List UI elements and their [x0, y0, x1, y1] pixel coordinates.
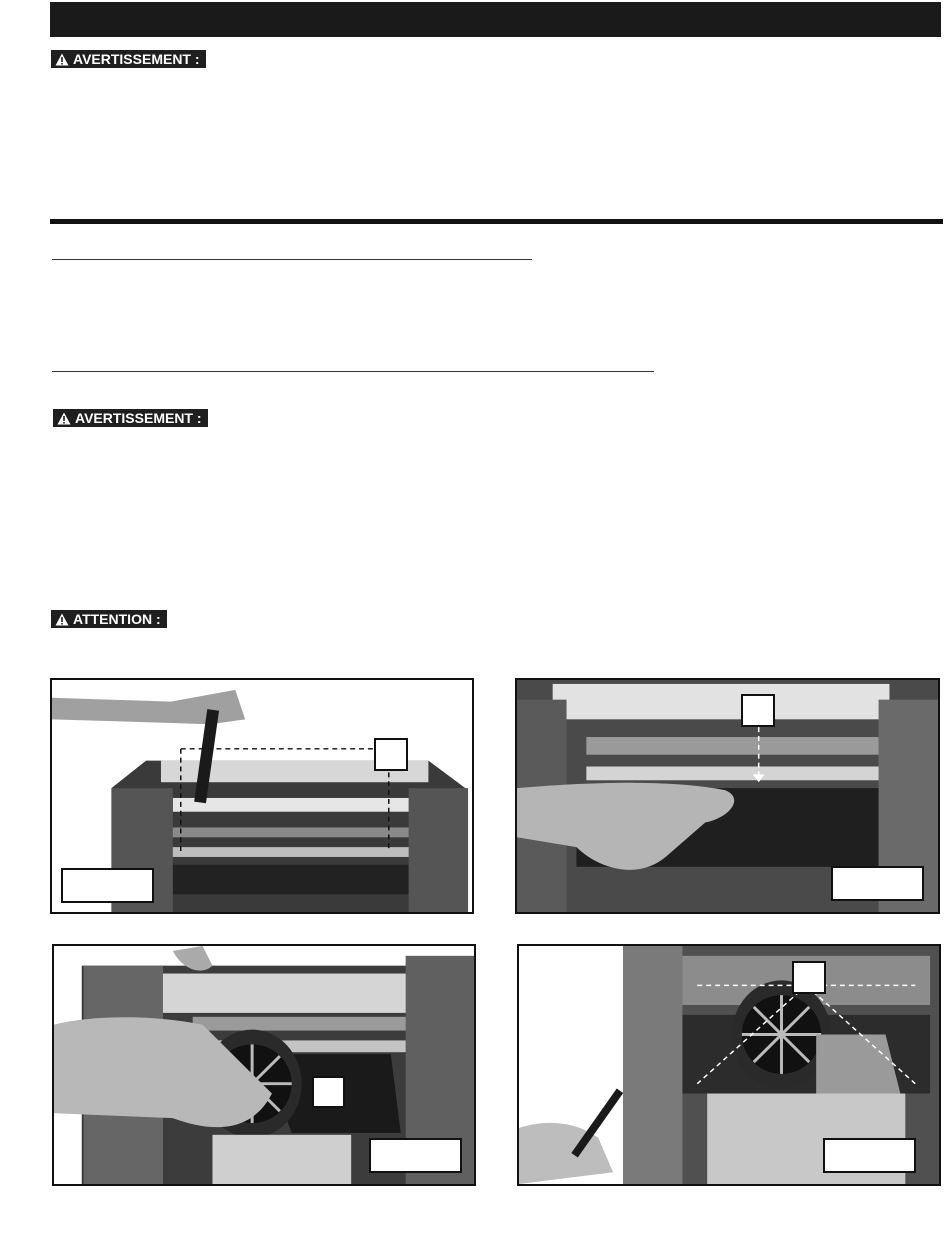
- warning-badge: [53, 409, 208, 427]
- warning-triangle-icon: [55, 613, 69, 626]
- warning-badge: [51, 50, 206, 68]
- warning-triangle-icon: [57, 412, 71, 425]
- callout-box: [374, 738, 408, 771]
- subheading-underline: [52, 371, 654, 372]
- figure-label: [369, 1138, 462, 1173]
- warning-label: AVERTISSEMENT :: [75, 410, 202, 426]
- warning-label: AVERTISSEMENT :: [73, 51, 200, 67]
- section-header-bar: [50, 2, 941, 37]
- callout-box: [792, 961, 826, 994]
- callout-box: [741, 694, 775, 727]
- figure-label: [823, 1138, 916, 1173]
- caution-badge: [51, 610, 167, 628]
- callout-box: [312, 1076, 345, 1108]
- subheading-underline: [52, 259, 532, 260]
- warning-triangle-icon: [55, 53, 69, 66]
- section-divider: [50, 219, 943, 224]
- caution-label: ATTENTION :: [73, 611, 161, 627]
- figure-label: [61, 868, 154, 903]
- figure-label: [831, 866, 924, 901]
